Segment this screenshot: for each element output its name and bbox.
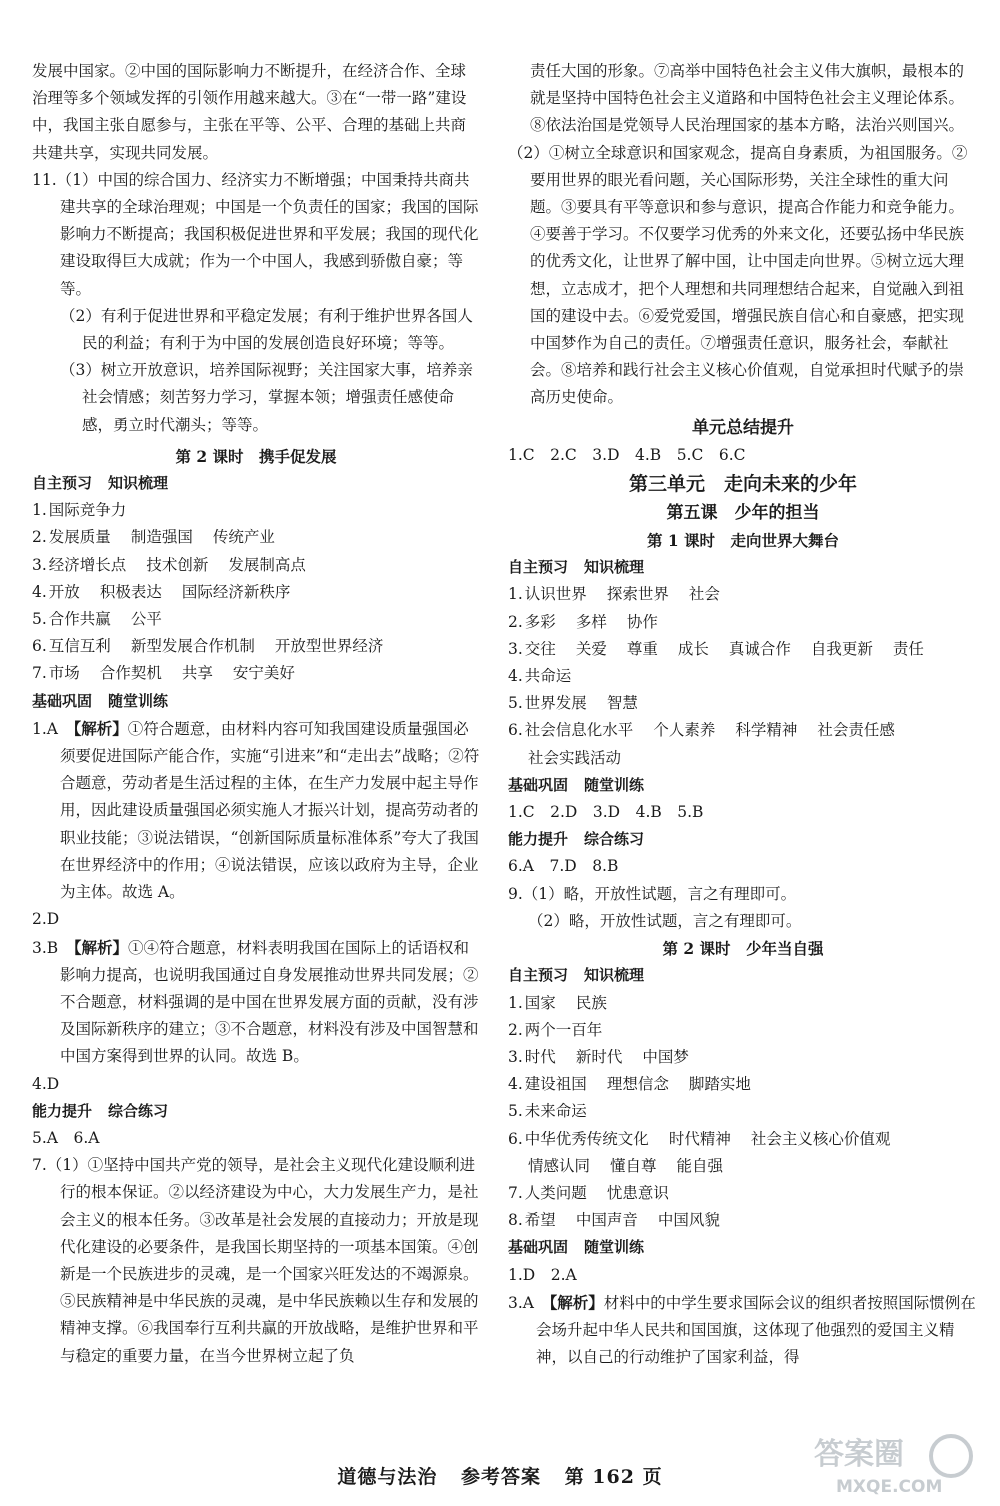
section-label: 自主预习	[32, 474, 93, 493]
knowledge-item	[32, 606, 480, 633]
item-term: 开放型世界经济	[274, 637, 384, 656]
watermark-logo	[806, 1428, 986, 1498]
summary-answers: 1.C 2.C 3.D 4.B 5.C 6.C	[508, 445, 746, 464]
item-number: 7.	[32, 664, 47, 683]
item-term: 社会信息化水平	[524, 721, 634, 740]
item-term: 中国风貌	[657, 1211, 720, 1230]
item-term: 关爱	[575, 639, 607, 658]
item-term: 共命运	[524, 667, 572, 686]
item-term: 中国声音	[575, 1211, 638, 1230]
section-sublabel: 随堂训练	[108, 691, 169, 710]
item-term: 国家	[524, 993, 556, 1012]
section-heading-ability	[508, 826, 978, 853]
knowledge-item	[508, 717, 978, 744]
item-term: 脚踏实地	[688, 1075, 751, 1094]
section-heading-ability	[32, 1098, 480, 1125]
knowledge-list-continuation: 情感认同 懂自尊 能自强	[528, 1156, 724, 1175]
item-term: 制造强国	[130, 528, 193, 547]
item-number: 2.	[508, 1020, 523, 1039]
section-heading-preview-2	[508, 962, 978, 989]
item-term: 技术创新	[146, 555, 209, 574]
section-label: 基础巩固	[508, 775, 569, 794]
item-number: 1.	[508, 993, 523, 1012]
item-number: 3.	[508, 1047, 523, 1066]
knowledge-item	[508, 690, 978, 717]
item-term: 责任	[892, 639, 924, 658]
item-term: 民族	[575, 993, 607, 1012]
subject-label: 道德与法治	[337, 1466, 438, 1488]
item-term: 自我更新	[810, 639, 873, 658]
period-title-1: 第 1 课时 走向世界大舞台	[646, 531, 840, 551]
item-term: 时代	[524, 1047, 556, 1066]
item-term: 成长	[677, 639, 709, 658]
item-term: 理想信念	[606, 1075, 669, 1094]
item-term: 多样	[575, 612, 607, 631]
section-label: 自主预习	[508, 558, 569, 577]
ability-answers: 6.A 7.D 8.B	[508, 857, 619, 876]
knowledge-item	[508, 1098, 978, 1125]
item-term: 社会责任感	[817, 721, 895, 740]
section-label: 能力提升	[508, 830, 569, 849]
item-number: 5.	[32, 610, 47, 629]
item-term: 市场	[48, 664, 80, 683]
item-term: 社会主义核心价值观	[750, 1129, 891, 1148]
item-number: 6.	[32, 637, 47, 656]
item-number: 5.	[508, 1102, 523, 1121]
item-term: 协作	[626, 612, 658, 631]
knowledge-item	[508, 636, 978, 663]
item-term: 新时代	[575, 1047, 623, 1066]
section-sublabel: 随堂训练	[584, 775, 645, 794]
knowledge-list-continuation: 社会实践活动	[528, 748, 622, 767]
item-term: 社会	[688, 585, 720, 604]
answer-11-part-1: 11.（1）中国的综合国力、经济实力不断增强；中国秉持共商共建共享的全球治理观；中国是一个负责任的国家；我国的国际影响力不断提高；我国积极促进世界和平发展；我国的现代化建设取得巨大成就；作为一个中国人，我感到骄傲自豪；等等。	[32, 170, 479, 298]
answers-5-6: 5.A 6.A	[32, 1128, 100, 1147]
answer-7-part-2: （2）①树立全球意识和国家观念，提高自身素质，为祖国服务。②要用世界的眼光看问题，关心国际形势，关注全球性的重大问题。③要具有平等意识和参与意识，提高合作能力和竞争能力。④要善于学习。不仅要学习优秀的外来文化，还要弘扬中华民族的优秀文化，让世界了解中国，让中国走向世界。⑤树立远大理想，立志成才，把个人理想和共同理想结合起来，自觉融入到祖国的建设中去。⑥爱党爱国，增强民族自信心和自豪感，把实现中国梦作为自己的责任。⑦增强责任意识，服务社会，奉献社会。⑧培养和践行社会主义核心价值观，自觉承担时代赋予的崇高历史使命。	[508, 143, 968, 407]
lesson-title-5: 第五课 少年的担当	[666, 503, 820, 524]
section-sublabel: 知识梳理	[108, 474, 169, 493]
section-label: 能力提升	[32, 1101, 93, 1120]
knowledge-list	[32, 497, 480, 687]
continuation-paragraph: 责任大国的形象。⑦高举中国特色社会主义伟大旗帜，最根本的就是坚持中国特色社会主义道路和中国特色社会主义理论体系。⑧依法治国是党领导人民治理国家的基本方略，法治兴则国兴。	[530, 62, 965, 135]
knowledge-item	[508, 609, 978, 636]
section-heading-basic-2	[508, 1234, 978, 1261]
item-number: 1.	[32, 501, 47, 520]
answer-11-part-3: （3）树立开放意识，培养国际视野；关注国家大事，培养亲社会情感；刻苦努力学习，掌握本领；增强责任感使命感，勇立时代潮头；等等。	[60, 361, 473, 434]
answer-3-analysis: 3.A 【解析】材料中的中学生要求国际会议的组织者按照国际惯例在会场升起中华人民共和国国旗，这体现了他强烈的爱国主义精神，以自己的行动维护了国家利益，得	[508, 1292, 976, 1367]
unit-summary-title: 单元总结提升	[692, 417, 794, 438]
item-number: 2.	[508, 612, 523, 631]
item-term: 合作契机	[99, 664, 162, 683]
analysis-tag: 【解析】	[73, 937, 128, 957]
item-term: 发展质量	[48, 528, 111, 547]
item-number: 6.	[508, 1129, 523, 1148]
analysis-tag: 【解析】	[73, 718, 128, 738]
item-term: 中华优秀传统文化	[524, 1129, 649, 1148]
item-term: 两个一百年	[524, 1020, 603, 1039]
item-term: 智慧	[606, 694, 638, 713]
item-term: 人类问题	[524, 1183, 587, 1202]
knowledge-item	[508, 1180, 978, 1207]
answer-9-part-2: （2）略，开放性试题，言之有理即可。	[528, 911, 802, 930]
item-term: 科学精神	[735, 721, 798, 740]
watermark-ring	[931, 1436, 971, 1476]
answer-4: 4.D	[32, 1074, 60, 1093]
item-term: 认识世界	[524, 585, 587, 604]
watermark-url: MXQE.COM	[836, 1477, 943, 1497]
unit-title: 第三单元 走向未来的少年	[628, 473, 857, 496]
analysis-tag: 【解析】	[549, 1292, 604, 1312]
item-term: 世界发展	[524, 694, 587, 713]
section-sublabel: 知识梳理	[584, 558, 645, 577]
knowledge-list	[508, 581, 978, 744]
knowledge-item	[508, 1207, 978, 1234]
section-heading-preview	[508, 554, 978, 581]
item-term: 公平	[130, 610, 162, 629]
left-column	[32, 58, 480, 1370]
period-title-2: 第 2 课时 少年当自强	[662, 939, 824, 959]
item-term: 积极表达	[99, 582, 162, 601]
item-term: 合作共赢	[48, 610, 111, 629]
section-sublabel: 综合练习	[584, 830, 645, 849]
item-term: 交往	[524, 639, 556, 658]
item-term: 时代精神	[668, 1129, 731, 1148]
item-term: 共享	[181, 664, 213, 683]
knowledge-item	[32, 633, 480, 660]
section-label: 基础巩固	[508, 1238, 569, 1257]
section-heading-basic	[508, 772, 978, 799]
answer-key-label: 参考答案	[461, 1466, 542, 1488]
item-term: 忧患意识	[606, 1183, 669, 1202]
item-number: 8.	[508, 1211, 523, 1230]
item-term: 中国梦	[642, 1047, 689, 1066]
knowledge-item	[508, 663, 978, 690]
knowledge-item	[508, 1126, 978, 1153]
item-term: 互信互利	[48, 637, 111, 656]
item-term: 探索世界	[606, 585, 669, 604]
item-number: 6.	[508, 721, 523, 740]
right-column	[508, 58, 978, 1371]
section-label: 自主预习	[508, 966, 569, 985]
knowledge-item	[508, 1017, 978, 1044]
basic-answers: 1.C 2.D 3.D 4.B 5.B	[508, 803, 704, 822]
item-term: 国际竞争力	[48, 501, 127, 520]
knowledge-item	[508, 1044, 978, 1071]
section-label: 基础巩固	[32, 691, 93, 710]
item-number: 2.	[32, 528, 47, 547]
answer-3: 3.B 【解析】①④符合题意，材料表明我国在国际上的话语权和影响力提高，也说明我国通过自身发展推动世界共同发展；②不合题意，材料强调的是中国在世界发展方面的贡献，没有涉及国际新秩序的建立；③不合题意，材料没有涉及中国智慧和中国方案得到世界的认同。故选 B。	[32, 937, 479, 1066]
knowledge-item	[32, 497, 480, 524]
item-term: 发展制高点	[228, 555, 306, 574]
answer-7-part-1: 7.（1）①坚持中国共产党的领导，是社会主义现代化建设顺利进行的根本保证。②以经济建设为中心，大力发展生产力，是社会主义的根本任务。③改革是社会发展的直接动力；开放是现代化建设的必要条件，是我国长期坚持的一项基本国策。④创新是一个民族进步的灵魂，是一个国家兴旺发达的不竭源泉。⑤民族精神是中华民族的灵魂，是中华民族赖以生存和发展的精神支撑。⑥我国奉行互利共赢的开放战略，是维护世界和平与稳定的重要力量，在当今世界树立起了负	[32, 1156, 479, 1365]
answer-9-part-1: 9.（1）略，开放性试题，言之有理即可。	[508, 884, 797, 903]
item-term: 个人素养	[653, 721, 716, 740]
item-term: 经济增长点	[48, 555, 127, 574]
item-term: 开放	[48, 582, 80, 601]
section-sublabel: 随堂训练	[584, 1238, 645, 1257]
item-term: 真诚合作	[728, 639, 791, 658]
item-number: 4.	[32, 582, 47, 601]
answer-1: 1.A 【解析】①符合题意，由材料内容可知我国建设质量强国必须要促进国际产能合作，实施“引进来”和“走出去”战略；②符合题意，劳动者是生活过程的主体，在生产力发展中起主导作用，因此建设质量强国必须实施人才振兴计划，提高劳动者的职业技能；③说法错误，“创新国际质量标准体系”夸大了我国在世界经济中的作用；④说法错误，应该以政府为主导，企业为主体。故选 A。	[32, 718, 480, 902]
item-term: 新型发展合作机制	[130, 637, 255, 656]
knowledge-list	[508, 1180, 978, 1234]
item-term: 安宁美好	[232, 664, 295, 683]
page-number: 第 162 页	[564, 1466, 663, 1488]
section-sublabel: 综合练习	[108, 1101, 169, 1120]
knowledge-item	[508, 990, 978, 1017]
item-term: 建设祖国	[524, 1075, 587, 1094]
knowledge-list	[508, 990, 978, 1153]
item-number: 7.	[508, 1183, 523, 1202]
item-number: 4.	[508, 667, 523, 686]
item-term: 国际经济新秩序	[181, 582, 291, 601]
watermark-text: 答案圈	[814, 1437, 904, 1472]
knowledge-item	[32, 552, 480, 579]
answer-11-part-2: （2）有利于促进世界和平稳定发展；有利于维护世界各国人民的利益；有利于为中国的发展创造良好环境；等等。	[60, 306, 473, 353]
item-term: 多彩	[524, 612, 556, 631]
lesson-title-2: 第 2 课时 携手促发展	[175, 446, 337, 466]
item-term: 希望	[524, 1211, 556, 1230]
section-heading-basic	[32, 688, 480, 715]
item-number: 3.	[32, 555, 47, 574]
section-sublabel: 知识梳理	[584, 966, 645, 985]
knowledge-item	[32, 579, 480, 606]
knowledge-item	[508, 581, 978, 608]
item-number: 5.	[508, 694, 523, 713]
item-number: 1.	[508, 585, 523, 604]
item-number: 4.	[508, 1075, 523, 1094]
continuation-paragraph: 发展中国家。②中国的国际影响力不断提升，在经济合作、全球治理等多个领域发挥的引领作用越来越大。③在“一带一路”建设中，我国主张自愿参与，主张在平等、公平、合理的基础上共商共建共享，实现共同发展。	[32, 62, 467, 162]
lesson2-basic-answers: 1.D 2.A	[508, 1265, 577, 1284]
knowledge-item	[32, 524, 480, 551]
item-number: 3.	[508, 639, 523, 658]
knowledge-item	[508, 1071, 978, 1098]
section-heading-preview	[32, 470, 480, 497]
knowledge-item	[32, 660, 480, 687]
answer-2: 2.D	[32, 910, 60, 929]
item-term: 未来命运	[524, 1102, 587, 1121]
item-term: 传统产业	[212, 528, 275, 547]
item-term: 尊重	[626, 639, 658, 658]
